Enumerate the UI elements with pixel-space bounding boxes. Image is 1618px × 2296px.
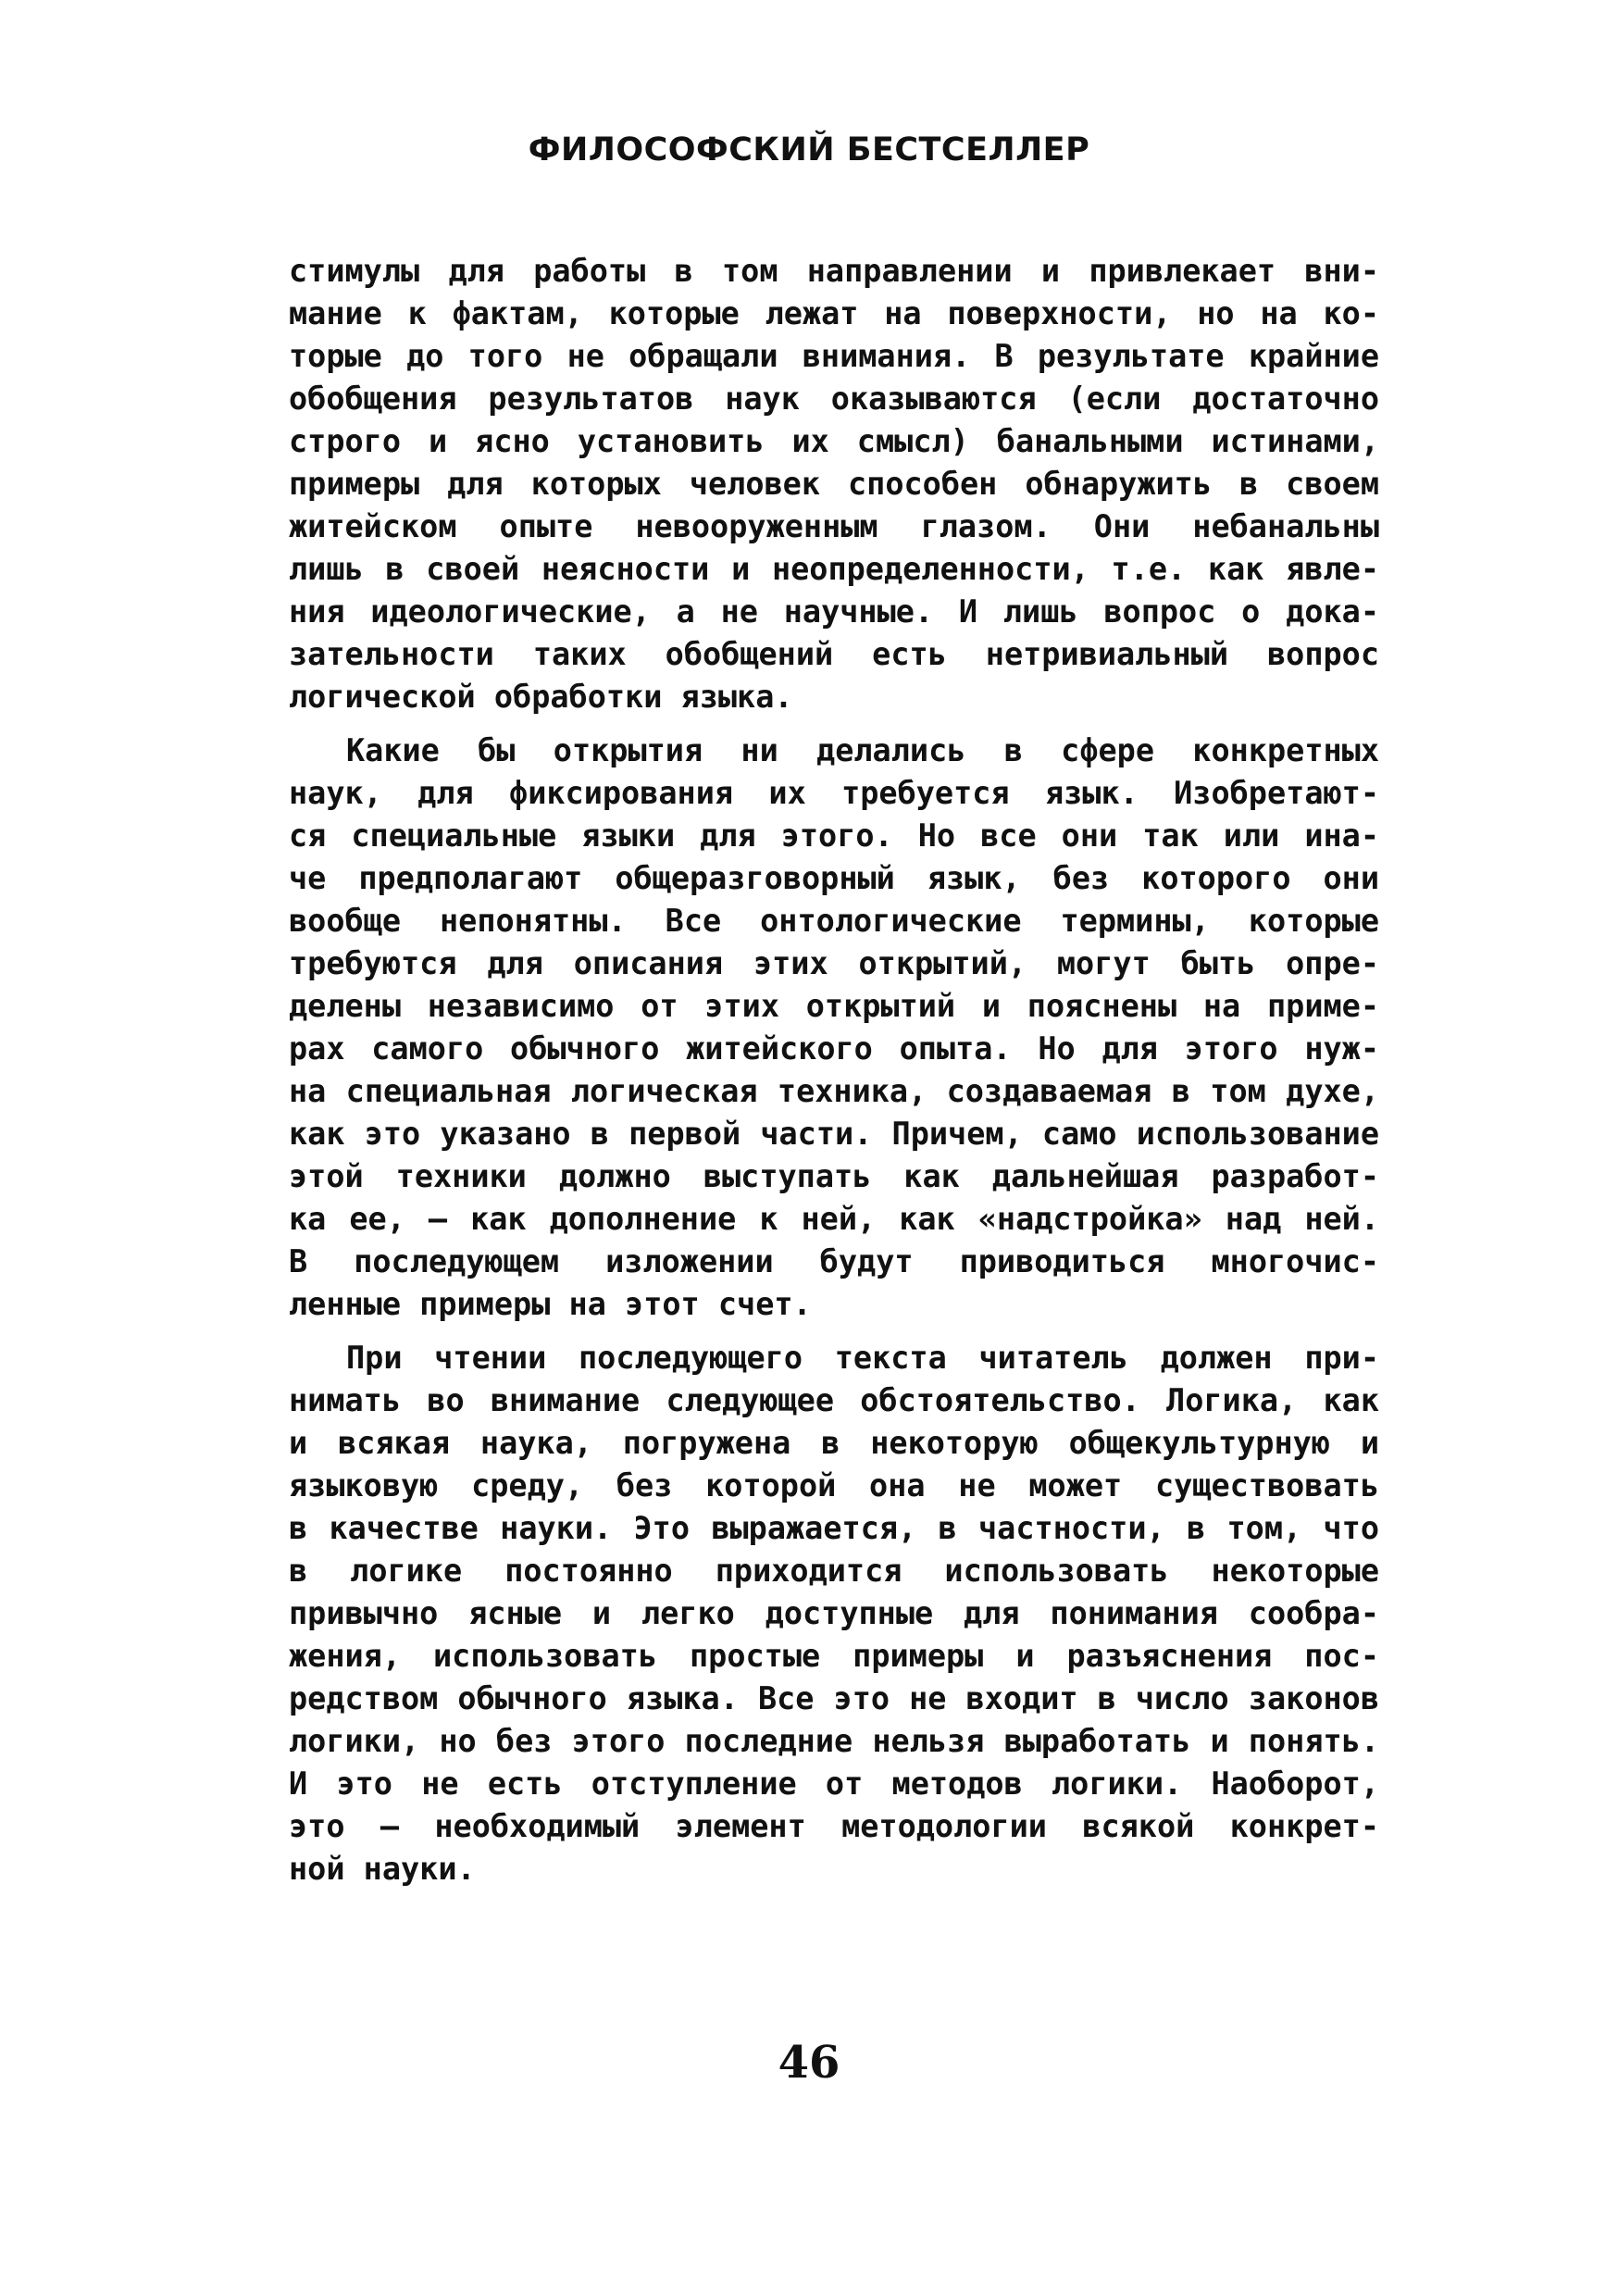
- text-line: торые до того не обращали внимания. В результате крайние: [289, 338, 1379, 374]
- text-line: ка ее, — как дополнение к ней, как «надстройка» над ней.: [289, 1201, 1379, 1237]
- text-line: привычно ясные и легко доступные для понимания сообра-: [289, 1595, 1379, 1631]
- text-line: это — необходимый элемент методологии всякой конкрет-: [289, 1808, 1379, 1844]
- text-line: логики, но без этого последние нельзя выработать и понять.: [289, 1723, 1379, 1759]
- text-line: логической обработки языка.: [289, 679, 793, 715]
- text-line: и всякая наука, погружена в некоторую общекультурную и: [289, 1425, 1379, 1461]
- text-line: мание к фактам, которые лежат на поверхности, но на ко-: [289, 295, 1379, 331]
- text-line: И это не есть отступление от методов логики. Наоборот,: [289, 1766, 1379, 1802]
- paragraph: [289, 730, 1379, 1326]
- text-line: стимулы для работы в том направлении и привлекает вни-: [289, 253, 1379, 289]
- text-line: этой техники должно выступать как дальнейшая разработ-: [289, 1158, 1379, 1194]
- text-line: ся специальные языки для этого. Но все они так или ина-: [289, 817, 1379, 854]
- text-line: жения, использовать простые примеры и разъяснения пос-: [289, 1638, 1379, 1674]
- paragraph: [289, 1337, 1379, 1890]
- page-number: 46: [778, 2037, 840, 2089]
- text-line: наук, для фиксирования их требуется язык. Изобретают-: [289, 775, 1379, 811]
- text-line: примеры для которых человек способен обнаружить в своем: [289, 466, 1379, 502]
- text-line: языковую среду, без которой она не может существовать: [289, 1467, 1379, 1504]
- text-line: в логике постоянно приходится использовать некоторые: [289, 1553, 1379, 1589]
- body-text: [289, 250, 1379, 1902]
- text-line: обобщения результатов наук оказываются (если достаточно: [289, 381, 1379, 417]
- text-line: на специальная логическая техника, создаваемая в том духе,: [289, 1073, 1379, 1109]
- text-line: житейском опыте невооруженным глазом. Они небанальны: [289, 508, 1379, 544]
- text-line: зательности таких обобщений есть нетривиальный вопрос: [289, 636, 1379, 672]
- text-line: ленные примеры на этот счет.: [289, 1286, 812, 1322]
- text-line: рах самого обычного житейского опыта. Но для этого нуж-: [289, 1030, 1379, 1067]
- text-line: нимать во внимание следующее обстоятельство. Логика, как: [289, 1382, 1379, 1418]
- text-line: как это указано в первой части. Причем, само использование: [289, 1116, 1379, 1152]
- text-line: че предполагают общеразговорный язык, без которого они: [289, 860, 1379, 896]
- text-line: лишь в своей неясности и неопределенности, т.е. как явле-: [289, 551, 1379, 587]
- text-line: строго и ясно установить их смысл) банальными истинами,: [289, 423, 1379, 459]
- text-line: ной науки.: [289, 1851, 476, 1887]
- text-line: ния идеологические, а не научные. И лишь вопрос о дока-: [289, 593, 1379, 630]
- text-line: в качестве науки. Это выражается, в частности, в том, что: [289, 1510, 1379, 1546]
- paragraph: [289, 250, 1379, 718]
- text-line: редством обычного языка. Все это не входит в число законов: [289, 1680, 1379, 1716]
- text-line: требуются для описания этих открытий, могут быть опре-: [289, 945, 1379, 981]
- text-line: В последующем изложении будут приводиться многочис-: [289, 1243, 1379, 1279]
- running-header: ФИЛОСОФСКИЙ БЕСТСЕЛЛЕР: [528, 131, 1090, 168]
- text-line: При чтении последующего текста читатель должен при-: [346, 1340, 1379, 1376]
- text-line: делены независимо от этих открытий и пояснены на приме-: [289, 988, 1379, 1024]
- text-line: Какие бы открытия ни делались в сфере конкретных: [346, 732, 1379, 768]
- text-line: вообще непонятны. Все онтологические термины, которые: [289, 903, 1379, 939]
